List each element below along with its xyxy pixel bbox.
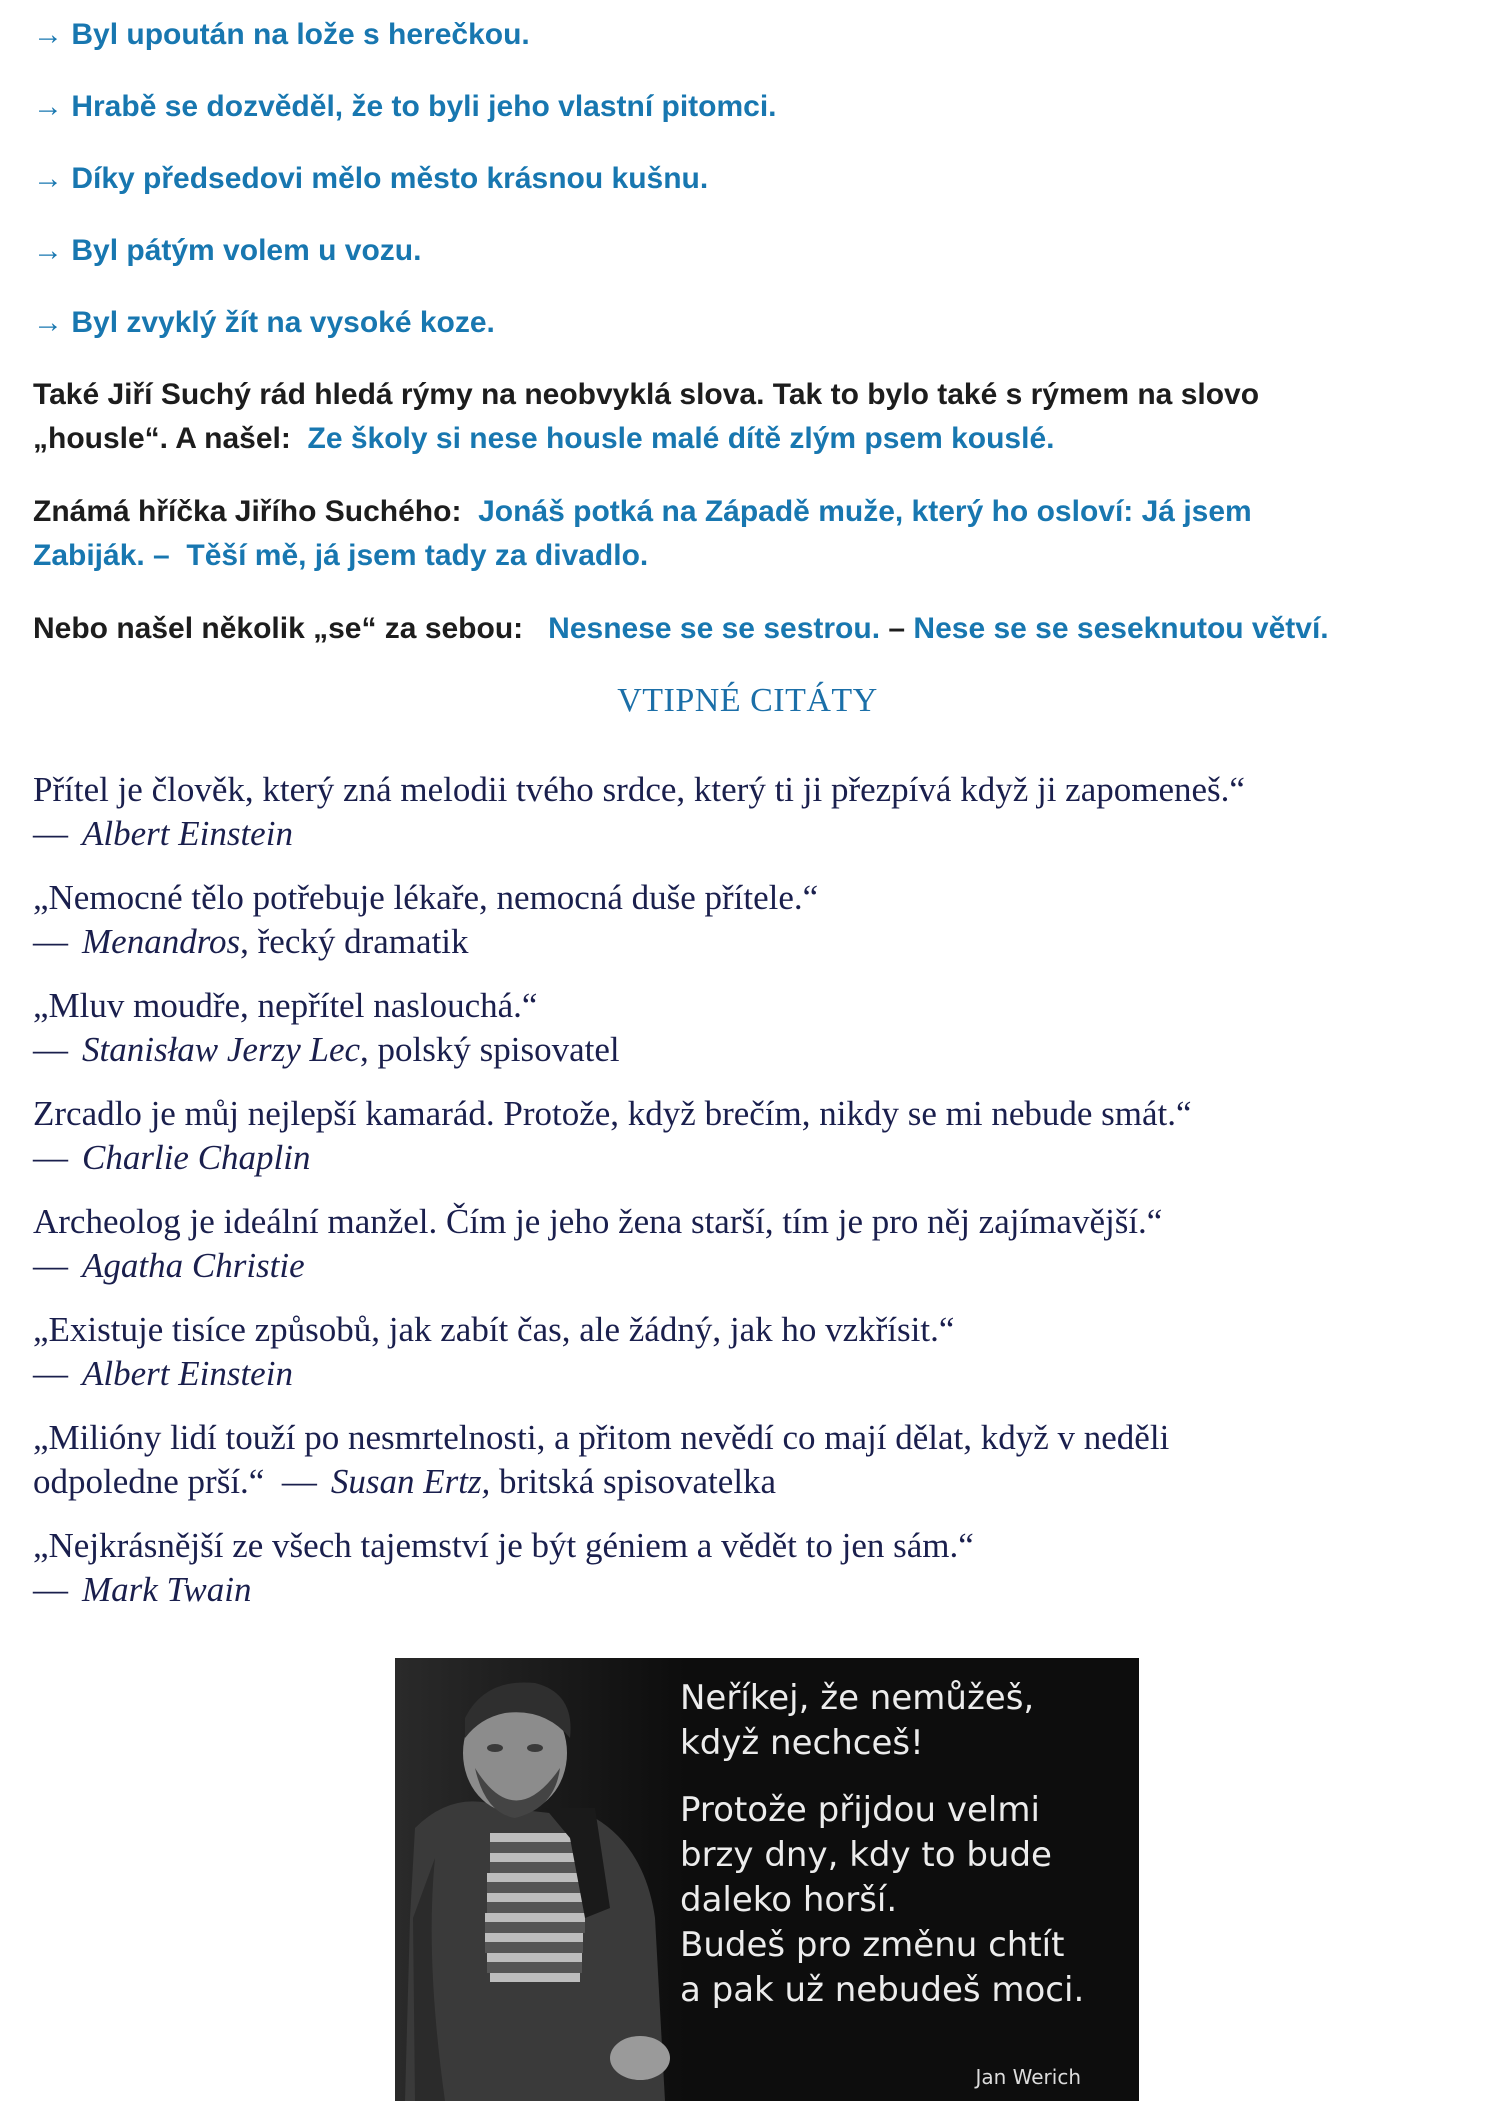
image-signature: Jan Werich (975, 2065, 1081, 2089)
werich-quote-image (395, 1658, 1139, 2101)
quote-author: Albert Einstein (82, 814, 293, 853)
rhyme-intro-line2: „housle“. A našel: Ze školy si nese housle malé dítě zlým psem kouslé. (33, 422, 1055, 455)
arrow-icon: → (33, 234, 63, 267)
quote-attribution: — Albert Einstein (33, 814, 293, 853)
quote-text: „Nemocné tělo potřebuje lékaře, nemocná duše přítele.“ (33, 878, 819, 917)
image-quote-text: Neříkej, že nemůžeš, když nechceš! Protože přijdou velmi brzy dny, kdy to bude daleko horší. Budeš pro změnu chtít a pak už nebudeš moci. (680, 1678, 1085, 2010)
pun-label: Známá hříčka Jiřího Suchého: (33, 495, 462, 528)
rhyme-intro-line1: Také Jiří Suchý rád hledá rýmy na neobvyklá slova. Tak to bylo také s rýmem na slovo (33, 378, 1260, 411)
quote-block (33, 984, 1473, 1072)
arrow-icon: → (33, 18, 63, 51)
proverb-item: → Hrabě se dozvěděl, že to byli jeho vlastní pitomci. (33, 90, 777, 123)
pun-line1: Známá hříčka Jiřího Suchého: Jonáš potká na Západě muže, který ho osloví: Já jsem (33, 495, 1252, 528)
quote-text: Přítel je člověk, který zná melodii tvého srdce, který ti ji přezpívá když ji zapomeneš.“ (33, 770, 1245, 809)
quote-text: „Existuje tisíce způsobů, jak zabít čas, ale žádný, jak ho vzkřísit.“ (33, 1310, 955, 1349)
quote-attribution: — Agatha Christie (33, 1246, 305, 1285)
arrow-icon: → (33, 306, 63, 339)
pun-line2: Zabiják. – Těší mě, já jsem tady za divadlo. (33, 539, 649, 572)
quote-attribution: — Albert Einstein (33, 1354, 293, 1393)
quote-text: „Nejkrásnější ze všech tajemství je být géniem a vědět to jen sám.“ (33, 1526, 974, 1565)
quote-author: Mark Twain (82, 1570, 252, 1609)
quote-attribution: — Mark Twain (33, 1570, 252, 1609)
quote-block (33, 1200, 1473, 1288)
proverb-item: → Díky předsedovi mělo město krásnou kušnu. (33, 162, 709, 195)
quote-author: Stanisław Jerzy Lec (82, 1030, 361, 1069)
quote-text: Zrcadlo je můj nejlepší kamarád. Protože, když brečím, nikdy se mi nebude smát.“ (33, 1094, 1192, 1133)
quote-text: „Mluv moudře, nepřítel naslouchá.“ (33, 986, 538, 1025)
se-line: Nebo našel několik „se“ za sebou: Nesnese se se sestrou. – Nese se se seseknutou větví. (33, 612, 1329, 645)
proverb-item: → Byl zvyklý žít na vysoké koze. (33, 306, 495, 339)
quote-author: Albert Einstein (82, 1354, 293, 1393)
quote-block (33, 1308, 1473, 1396)
quote-text-cont: odpoledne prší.“ — Susan Ertz, britská spisovatelka (33, 1462, 777, 1501)
proverb-item: → Byl pátým volem u vozu. (33, 234, 422, 267)
quote-block (33, 1416, 1473, 1504)
quote-author: Menandros (82, 922, 241, 961)
quote-attribution: — Charlie Chaplin (33, 1138, 311, 1177)
quote-block (33, 1524, 1473, 1612)
quote-text: Archeolog je ideální manžel. Čím je jeho žena starší, tím je pro něj zajímavější.“ (33, 1202, 1163, 1241)
se-label: Nebo našel několik „se“ za sebou: (33, 612, 524, 645)
section-heading: VTIPNÉ CITÁTY (617, 682, 878, 719)
quote-text: „Milióny lidí touží po nesmrtelnosti, a přitom nevědí co mají dělat, když v neděli (33, 1418, 1170, 1457)
quote-author: Agatha Christie (82, 1246, 305, 1285)
arrow-icon: → (33, 162, 63, 195)
quote-attribution: — Stanisław Jerzy Lec, polský spisovatel (33, 1030, 620, 1069)
man-portrait-illustration (395, 1658, 685, 2101)
quote-author: Susan Ertz, (330, 1462, 491, 1501)
quote-block (33, 876, 1473, 964)
quote-block (33, 768, 1473, 856)
quote-attribution: — Menandros, řecký dramatik (33, 922, 469, 961)
quote-block (33, 1092, 1473, 1180)
rhyme-answer: Ze školy si nese housle malé dítě zlým psem kouslé. (307, 422, 1055, 455)
proverb-item: → Byl upoután na lože s herečkou. (33, 18, 530, 51)
quote-author: Charlie Chaplin (82, 1138, 311, 1177)
arrow-icon: → (33, 90, 63, 123)
